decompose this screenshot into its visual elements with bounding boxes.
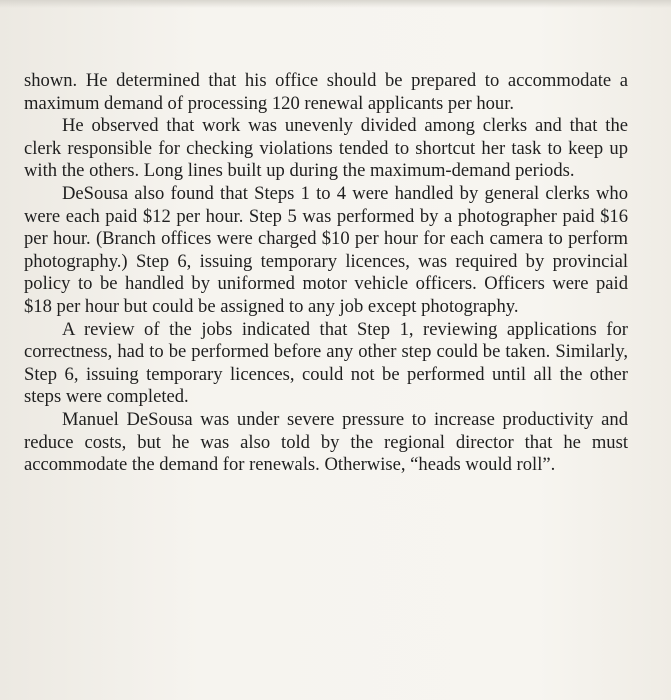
page-top-edge <box>0 0 671 8</box>
paragraph-continuation: shown. He determined that his office should be prepared to accommodate a maximum demand of processing 120 renewal applicants per hour. <box>24 70 628 114</box>
paragraph-staffing-costs: DeSousa also found that Steps 1 to 4 were handled by general clerks who were each paid $12 per hour. Step 5 was performed by a photographer paid $16 per hour. (Branch offices were charged $10 per hour for each camera to perform photography.) Step 6, issuing temporary licences, was required by provincial policy to be handled by uniformed motor vehicle officers. Officers were paid $18 per hour but could be assigned to any job except photography. <box>24 182 628 317</box>
body-text <box>24 70 628 477</box>
paragraph-pressure: Manuel DeSousa was under severe pressure to increase productivity and reduce costs, but he was also told by the regional director that he must accommodate the demand for renewals. Otherwise, “heads would roll”. <box>24 408 628 476</box>
paragraph-job-sequence: A review of the jobs indicated that Step 1, reviewing applications for correctness, had to be performed before any other step could be taken. Similarly, Step 6, issuing temporary licences, could not be performed until all the other steps were completed. <box>24 318 628 408</box>
paragraph-work-division: He observed that work was unevenly divided among clerks and that the clerk responsible for checking violations tended to shortcut her task to keep up with the others. Long lines built up during the maximum-demand periods. <box>24 115 628 182</box>
